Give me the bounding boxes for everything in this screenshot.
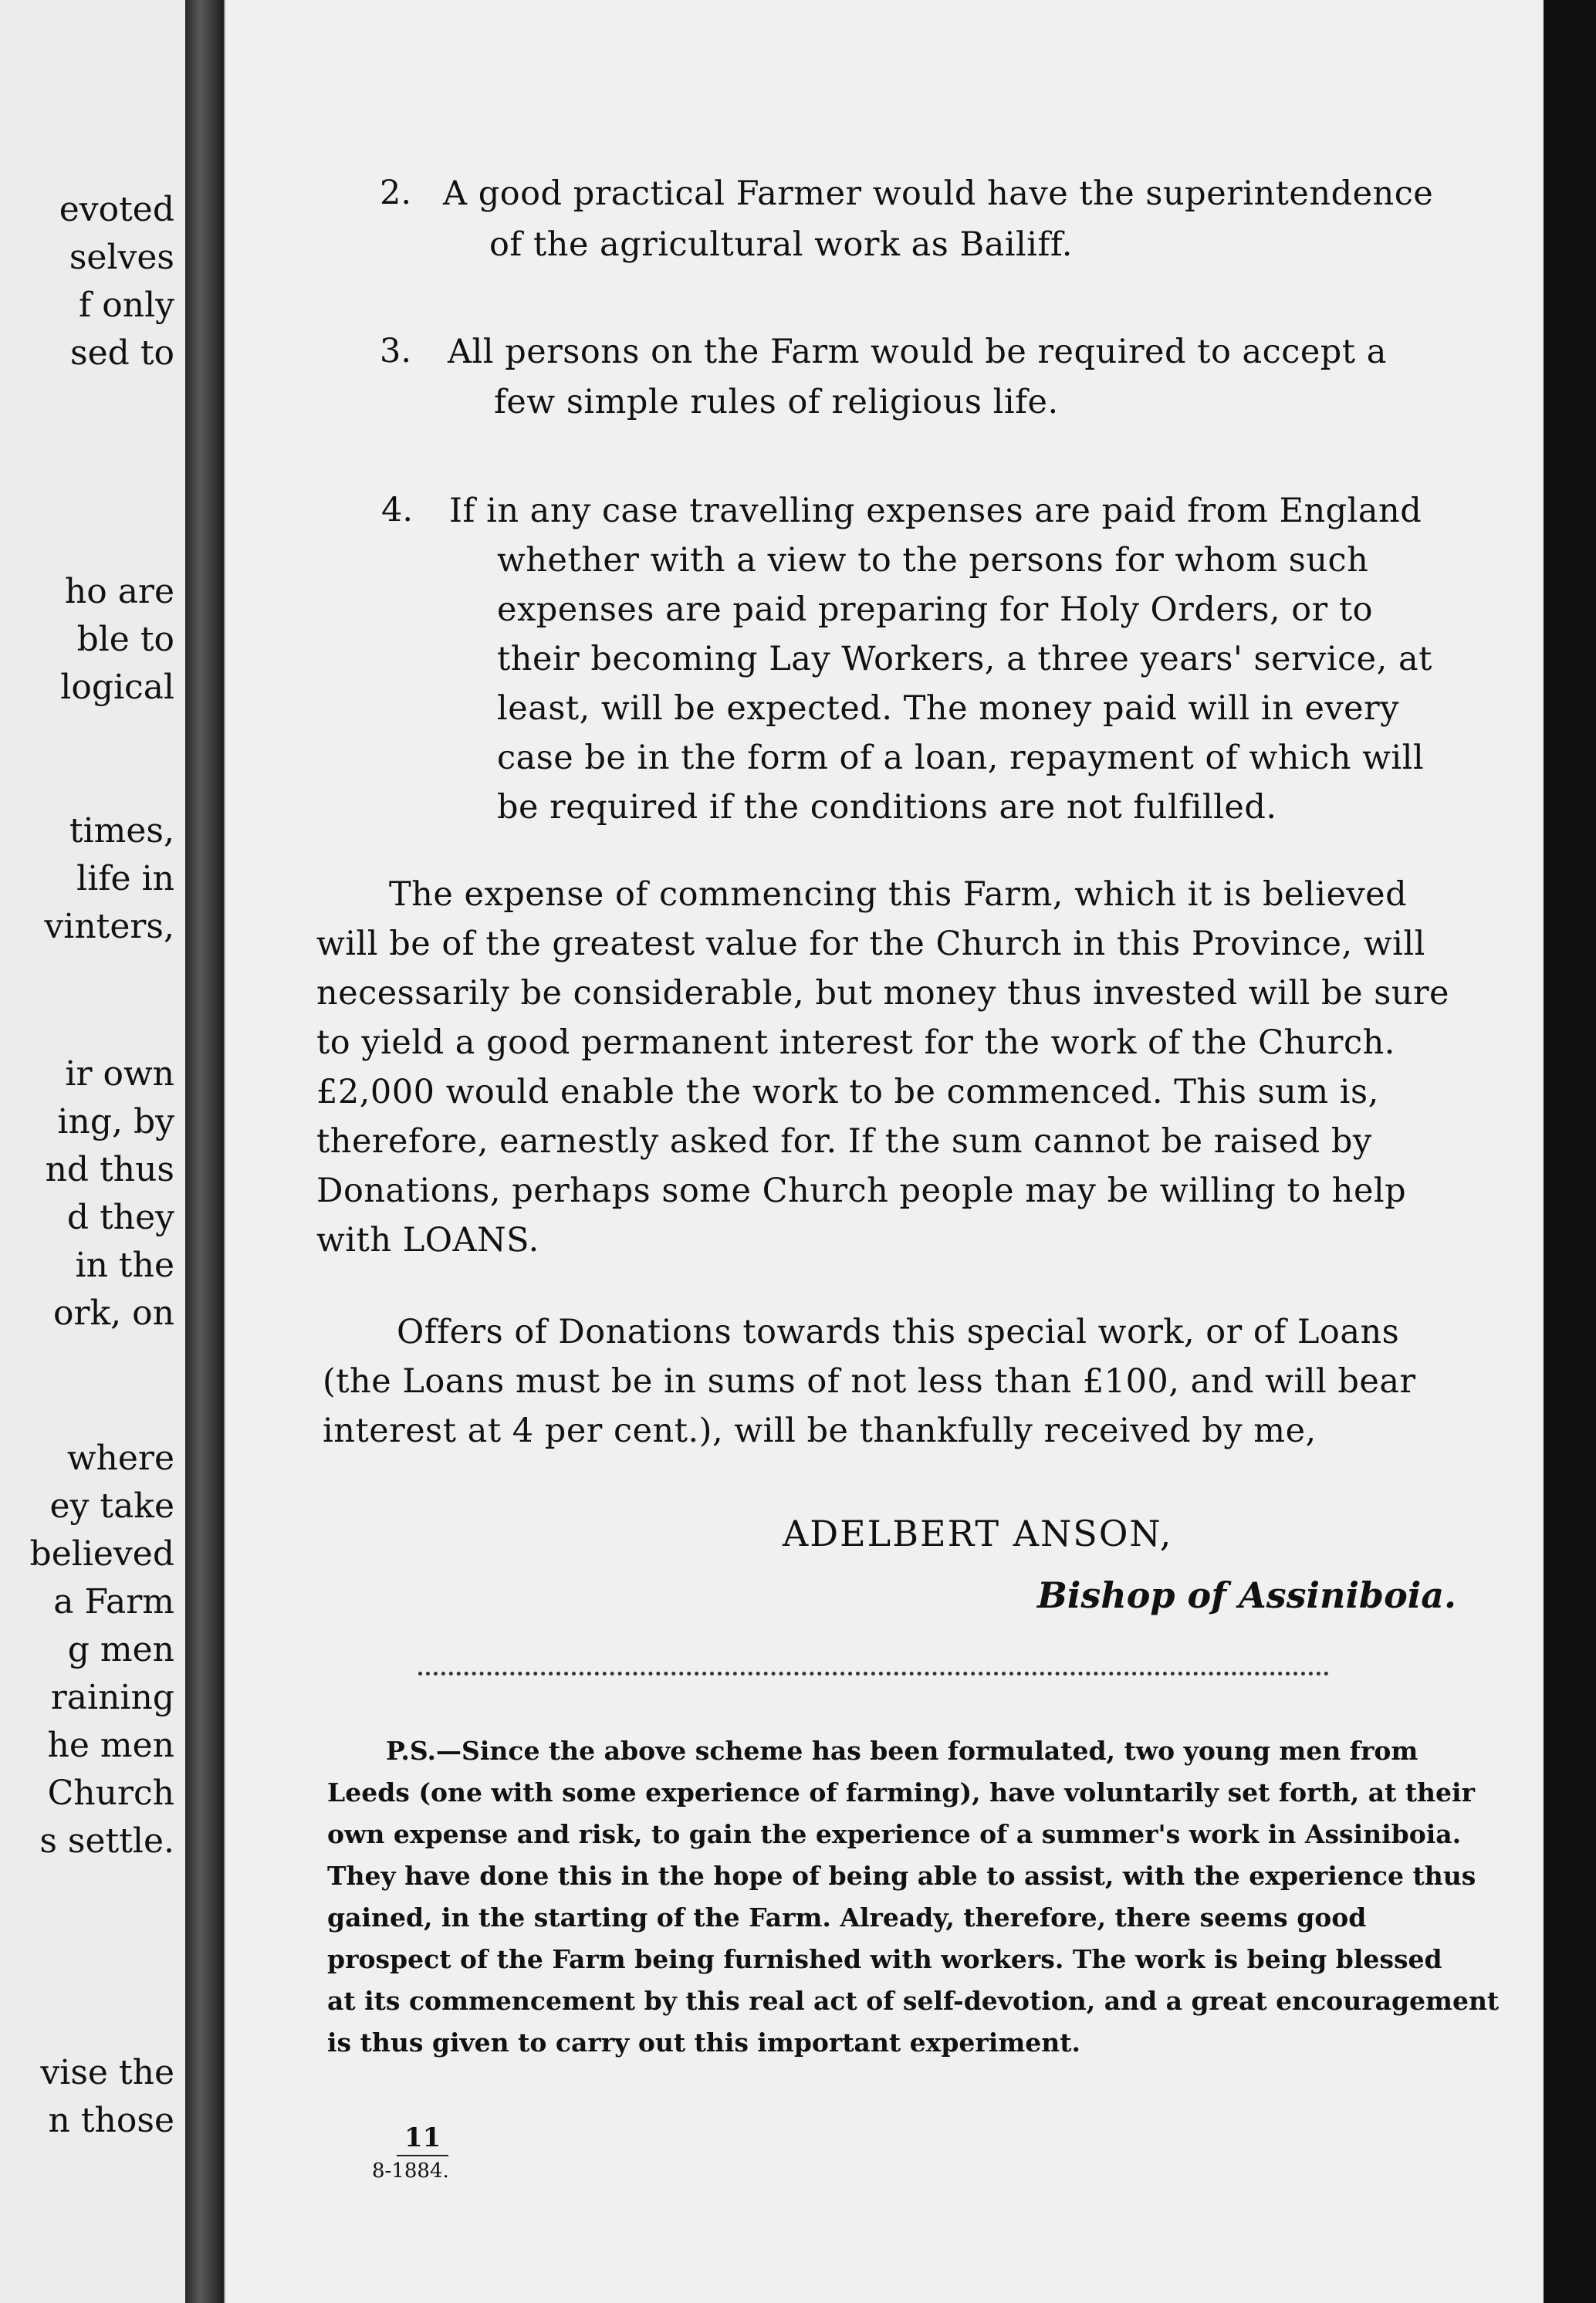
item-line: whether with a view to the persons for whom such (497, 541, 1369, 580)
left-fragment-line: ho are (64, 572, 174, 611)
item-number: 3. (380, 332, 412, 370)
item-line: their becoming Lay Workers, a three years' service, at (497, 640, 1432, 678)
left-fragment-line: vise the (40, 2053, 174, 2092)
left-fragment-line: logical (60, 668, 174, 707)
left-fragment-line: g men (67, 1630, 174, 1669)
left-fragment-line: times, (69, 811, 174, 851)
paragraph-line: to yield a good permanent interest for the work of the Church. (316, 1023, 1395, 1062)
scan-edge (1544, 0, 1596, 2303)
left-fragment-line: nd thus (45, 1150, 174, 1189)
book-gutter (185, 0, 224, 2303)
left-fragment-line: ing, by (57, 1102, 174, 1141)
left-fragment-line: sed to (70, 333, 174, 373)
paragraph-line: (the Loans must be in sums of not less than £100, and will bear (323, 1362, 1416, 1401)
left-fragment-line: ble to (76, 620, 174, 659)
ps-line: P.S.—Since the above scheme has been formulated, two young men from (386, 1736, 1418, 1766)
left-fragment-line: believed (29, 1534, 174, 1574)
page-number: 11 (397, 2122, 448, 2156)
document-page (224, 0, 1545, 2303)
item-number: 4. (381, 491, 414, 529)
paragraph-line: therefore, earnestly asked for. If the sum cannot be raised by (316, 1122, 1372, 1161)
print-date: 8-1884. (372, 2159, 449, 2183)
left-fragment-line: raining (50, 1678, 174, 1717)
left-fragment-line: vinters, (44, 907, 174, 946)
ps-line: is thus given to carry out this important experiment. (327, 2027, 1080, 2058)
left-fragment-line: ork, on (53, 1294, 174, 1333)
item-line: case be in the form of a loan, repayment of which will (497, 739, 1425, 777)
item-line: If in any case travelling expenses are paid from England (449, 492, 1422, 530)
ps-line: own expense and risk, to gain the experience of a summer's work in Assiniboia. (327, 1819, 1462, 1849)
left-page-fragment (0, 0, 185, 2303)
item-line: expenses are paid preparing for Holy Orders, or to (497, 590, 1374, 629)
item-line: A good practical Farmer would have the superintendence (443, 174, 1434, 213)
signature-name: ADELBERT ANSON, (783, 1513, 1173, 1554)
left-fragment-line: where (66, 1439, 174, 1478)
left-fragment-line: n those (48, 2101, 174, 2140)
left-fragment-line: d they (66, 1198, 174, 1237)
left-fragment-line: f only (78, 286, 174, 325)
left-fragment-line: ir own (65, 1054, 174, 1094)
ps-line: gained, in the starting of the Farm. Already, therefore, there seems good (327, 1902, 1367, 1933)
ps-line: prospect of the Farm being furnished with workers. The work is being blessed (327, 1944, 1442, 1974)
dotted-divider (418, 1672, 1329, 1676)
left-fragment-line: Church (47, 1774, 174, 1813)
left-fragment-line: in the (75, 1246, 174, 1285)
paragraph-line: interest at 4 per cent.), will be thankfully received by me, (323, 1412, 1317, 1450)
paragraph-line: The expense of commencing this Farm, which it is believed (389, 875, 1408, 914)
ps-line: They have done this in the hope of being able to assist, with the experience thus (327, 1861, 1476, 1891)
item-line: few simple rules of religious life. (494, 383, 1059, 421)
paragraph-line: Donations, perhaps some Church people may be willing to help (316, 1172, 1407, 1210)
item-line: All persons on the Farm would be required to accept a (448, 333, 1387, 371)
item-line: least, will be expected. The money paid will in every (497, 689, 1399, 728)
left-fragment-line: a Farm (53, 1582, 174, 1622)
left-fragment-line: ey take (49, 1486, 174, 1526)
paragraph-line: Offers of Donations towards this special work, or of Loans (397, 1313, 1400, 1351)
paragraph-line: £2,000 would enable the work to be commenced. This sum is, (316, 1073, 1379, 1111)
left-fragment-line: life in (76, 859, 174, 898)
left-fragment-line: s settle. (39, 1821, 174, 1861)
left-fragment-line: he men (47, 1726, 174, 1765)
left-fragment-line: selves (69, 238, 174, 277)
item-number: 2. (380, 174, 412, 212)
ps-line: Leeds (one with some experience of farming), have voluntarily set forth, at their (327, 1777, 1475, 1808)
paragraph-line: will be of the greatest value for the Church in this Province, will (316, 925, 1425, 963)
item-line: be required if the conditions are not fulfilled. (497, 788, 1277, 827)
paragraph-line: necessarily be considerable, but money thus invested will be sure (316, 974, 1449, 1013)
ps-line: at its commencement by this real act of self-devotion, and a great encouragement (327, 1986, 1500, 2016)
paragraph-line: with LOANS. (316, 1221, 539, 1260)
signature-title: Bishop of Assiniboia. (1037, 1574, 1457, 1616)
left-fragment-line: evoted (59, 190, 174, 229)
item-line: of the agricultural work as Bailiff. (489, 225, 1073, 264)
